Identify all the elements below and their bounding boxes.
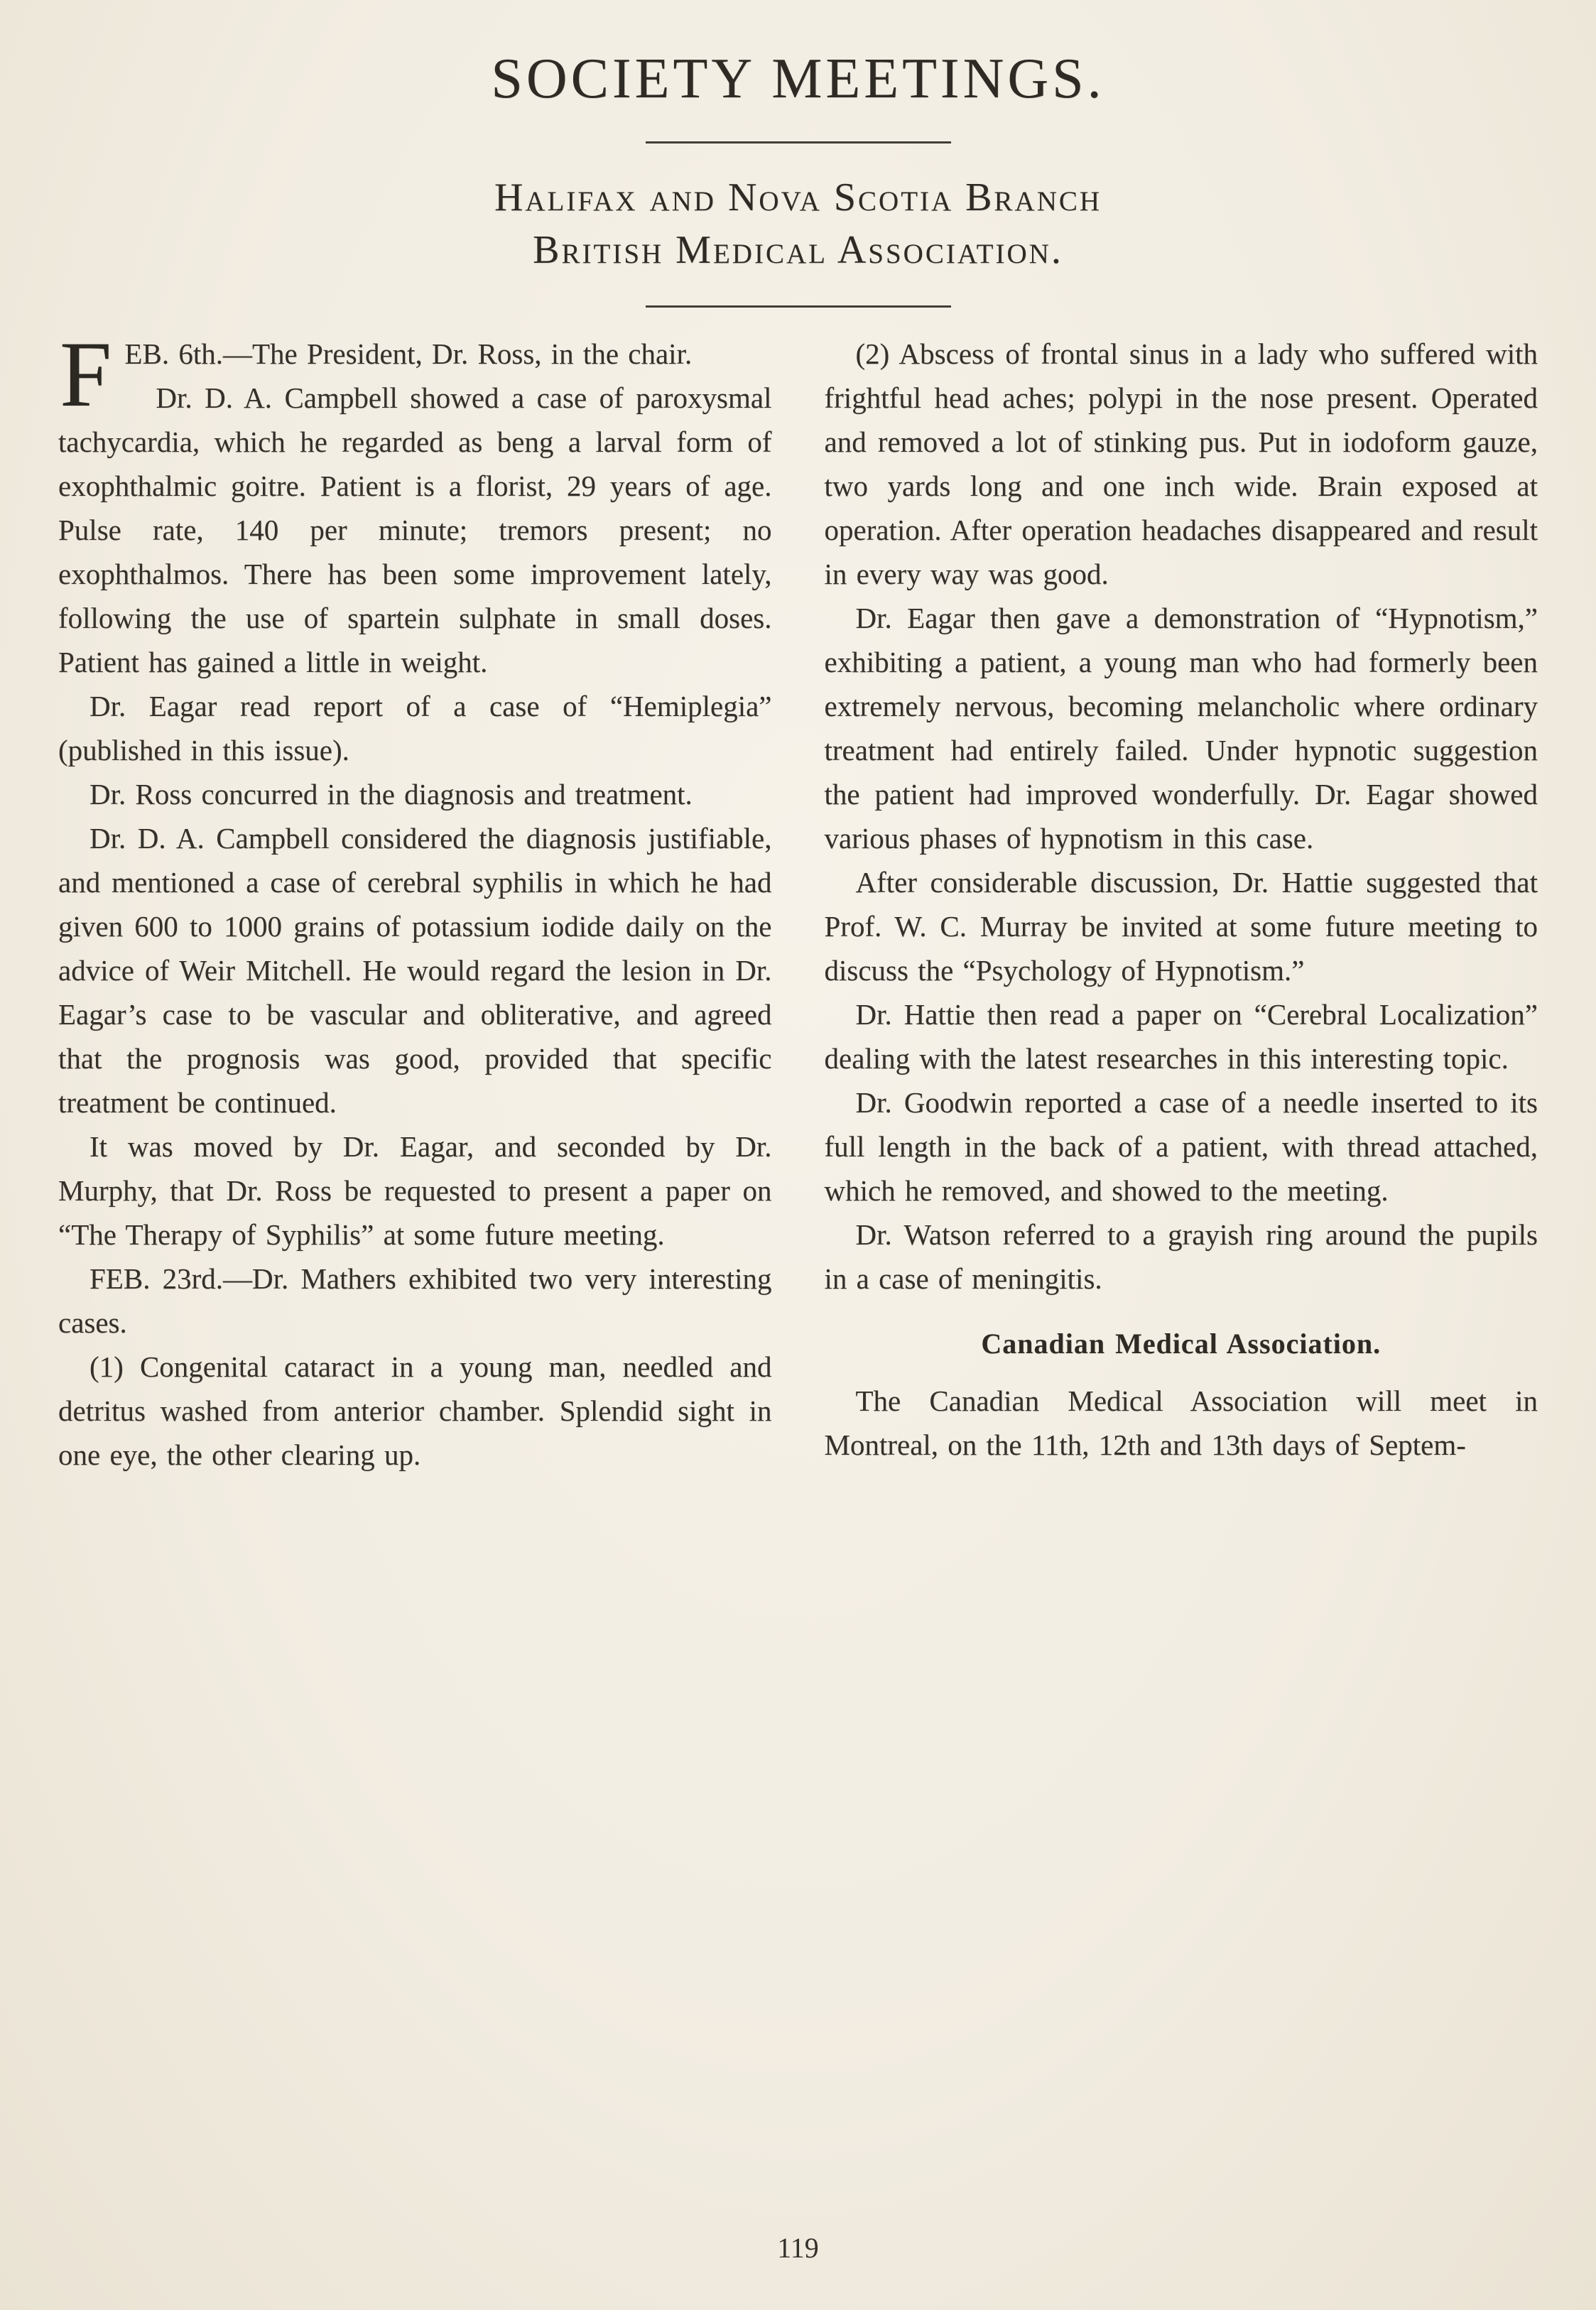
paragraph: The Canadian Medical Association will meet in Montreal, on the 11th, 12th and 13th days of Septem-	[824, 1384, 1538, 1461]
paragraph: It was moved by Dr. Eagar, and seconded by Dr. Murphy, that Dr. Ross be requested to present a paper on “The Therapy of Syphilis” at some future meeting.	[58, 1129, 772, 1251]
paragraph: Dr. D. A. Campbell showed a case of paroxysmal tachycardia, which he regarded as beng a larval form of exophthalmic goitre. Patient is a florist, 29 years of age. Pulse rate, 140 per minute; tremors present; no exophthalmos. There has been some improvement lately, following the use of spartein sulphate in small doses. Patient has gained a little in weight.	[58, 381, 772, 678]
subtitle-divider-rule	[646, 305, 951, 308]
subtitle-line-2: British Medical Association.	[533, 227, 1063, 272]
right-column	[825, 332, 1538, 1477]
paragraph: Dr. D. A. Campbell considered the diagnosis justifiable, and mentioned a case of cerebral syphilis in which he had given 600 to 1000 grains of potassium iodide daily on the advice of Weir Mitchell. He would regard the lesion in Dr. Eagar’s case to be vascular and obliterative, and agreed that the prognosis was good, provided that specific treatment be continued.	[58, 821, 772, 1119]
paragraph: Dr. Goodwin reported a case of a needle inserted to its full length in the back of a patient, with thread attached, which he removed, and showed to the meeting.	[824, 1085, 1538, 1207]
paragraph: After considerable discussion, Dr. Hattie suggested that Prof. W. C. Murray be invited at some future meeting to discuss the “Psychology of Hypnotism.”	[824, 865, 1538, 987]
section-subtitle	[58, 172, 1538, 277]
dropcap-initial: F	[60, 321, 112, 426]
paragraph: Dr. Watson referred to a grayish ring around the pupils in a case of meningitis.	[824, 1218, 1538, 1295]
two-column-body	[58, 321, 1538, 1477]
paragraph: FEB. 23rd.—Dr. Mathers exhibited two very interesting cases.	[58, 1262, 772, 1339]
paragraph: (2) Abscess of frontal sinus in a lady who suffered with frightful head aches; polypi in the nose present. Operated and removed a lot of stinking pus. Put in iodoform gauze, two yards long and one inch wide. Brain exposed at operation. After operation headaches disappeared and result in every way was good.	[824, 337, 1538, 590]
subtitle-line-1: Halifax and Nova Scotia Branch	[494, 175, 1102, 219]
paragraph: (1) Congenital cataract in a young man, needled and detritus washed from anterior chamber. Splendid sight in one eye, the other clearing up.	[58, 1350, 772, 1471]
paragraph: Dr. Eagar then gave a demonstration of “Hypnotism,” exhibiting a patient, a young man who had formerly been extremely nervous, becoming melancholic where ordinary treatment had entirely failed. Under hypnotic suggestion the patient had improved wonderfully. Dr. Eagar showed various phases of hypnotism in this case.	[824, 601, 1538, 855]
title-divider-rule	[646, 141, 951, 143]
paragraph: Dr. Eagar read report of a case of “Hemiplegia” (published in this issue).	[58, 689, 772, 766]
opening-paragraph-group	[58, 321, 772, 684]
paragraph: Dr. Hattie then read a paper on “Cerebral Localization” dealing with the latest researches in this interesting topic.	[824, 997, 1538, 1075]
article-title: SOCIETY MEETINGS.	[491, 48, 1105, 110]
paragraph: Dr. Ross concurred in the diagnosis and treatment.	[89, 777, 693, 810]
left-column	[58, 321, 772, 1477]
paragraph: EB. 6th.—The President, Dr. Ross, in the chair.	[124, 337, 693, 370]
subsection-heading: Canadian Medical Association.	[981, 1327, 1381, 1360]
page-number: 119	[777, 2232, 819, 2264]
